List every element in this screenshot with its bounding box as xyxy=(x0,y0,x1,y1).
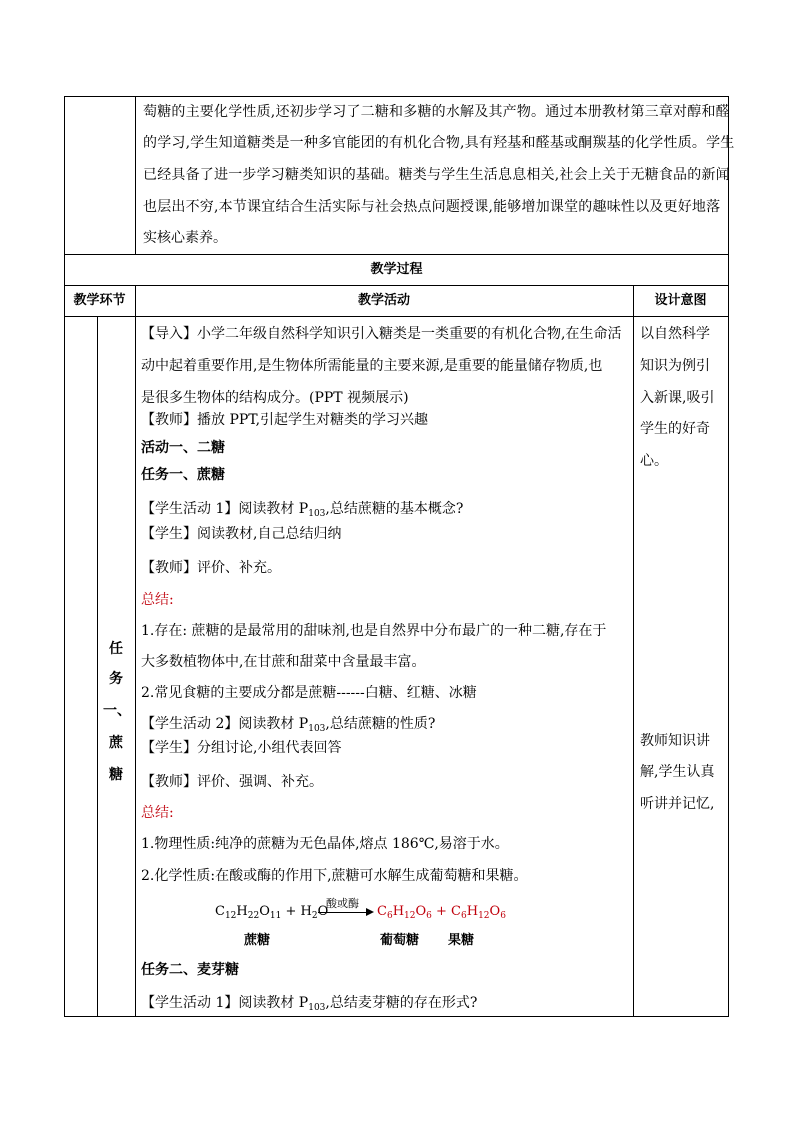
task-label-char-2: 务 xyxy=(109,671,123,687)
intro-line-5: 实核心素养。 xyxy=(143,230,227,246)
student-activity-1-page: 103 xyxy=(308,509,326,519)
header-teaching-stage: 教学环节 xyxy=(73,293,126,308)
teacher-comment: 【教师】评价、补充。 xyxy=(141,560,281,576)
label-fructose: 果糖 xyxy=(448,933,475,948)
teacher-ppt: 【教师】播放 PPT,引起学生对糖类的学习兴趣 xyxy=(141,412,429,428)
label-sucrose: 蔗糖 xyxy=(244,933,271,948)
physical-property: 1.物理性质:纯净的蔗糖为无色晶体,熔点 186℃,易溶于水。 xyxy=(141,836,509,852)
section-title: 教学过程 xyxy=(370,262,423,277)
design-middle-line-2: 解,学生认真 xyxy=(640,764,715,780)
existence-line-1: 1.存在: 蔗糖的是最常用的甜味剂,也是自然界中分布最广的一种二糖,存在于 xyxy=(141,623,607,639)
student-activity-2-page: 103 xyxy=(308,724,326,734)
common-sugar: 2.常见食糖的主要成分都是蔗糖------白糖、红糖、冰糖 xyxy=(141,685,477,701)
intro-activity-line-1: 【导入】小学二年级自然科学知识引入糖类是一类重要的有机化合物,在生命活 xyxy=(141,326,622,342)
col-divider-1 xyxy=(135,285,136,1017)
col-divider-inner xyxy=(97,316,98,1017)
task-label-char-4: 蔗 xyxy=(109,735,123,751)
teacher-emphasis: 【教师】评价、强调、补充。 xyxy=(141,774,323,790)
task-label-char-5: 糖 xyxy=(109,767,123,783)
intro-activity-line-2: 动中起着重要作用,是生物体所需能量的主要来源,是重要的能量储存物质,也 xyxy=(141,358,603,374)
reaction-arrow xyxy=(318,912,372,913)
design-top-line-4: 学生的好奇 xyxy=(640,421,710,437)
design-middle-line-1: 教师知识讲 xyxy=(640,733,710,749)
products-formula: $C_6H_{12}O_6 + C_6H_{12}O_6$ xyxy=(377,904,506,921)
border-right xyxy=(728,96,729,1017)
design-top-line-5: 心。 xyxy=(640,453,668,469)
header-design-intent: 设计意图 xyxy=(654,293,707,308)
task-label-char-3: 一、 xyxy=(103,703,131,719)
student-activity-3 xyxy=(141,994,477,1017)
border-top xyxy=(64,96,729,97)
student-activity-2-question: ,总结蔗糖的性质? xyxy=(325,716,436,732)
reaction-arrow-head xyxy=(366,908,374,916)
task-label-char-1: 任 xyxy=(109,641,123,657)
col-divider-intro xyxy=(135,96,136,254)
summary-label-1: 总结: xyxy=(141,592,174,608)
sucrose-formula: $C_{12}H_{22}O_{11} + H_2$ xyxy=(215,904,318,921)
intro-line-4: 也层出不穷,本节课宜结合生活实际与社会热点问题授课,能够增加课堂的趣味性以及更好地落 xyxy=(143,199,721,215)
intro-line-2: 的学习,学生知道糖类是一种多官能团的有机化合物,具有羟基和醛基或酮羰基的化学性质。学生 xyxy=(143,135,735,151)
student-activity-1 xyxy=(141,500,463,523)
label-glucose: 葡萄糖 xyxy=(380,933,420,948)
design-top-line-2: 知识为例引 xyxy=(640,358,710,374)
reaction-condition: 酸或酶 xyxy=(326,897,359,910)
existence-line-2: 大多数植物体中,在甘蔗和甜菜中含量最丰富。 xyxy=(141,654,426,670)
design-top-line-3: 入新课,吸引 xyxy=(640,390,715,406)
border-intro-bottom xyxy=(64,254,729,255)
border-header-bottom xyxy=(64,316,729,317)
summary-label-2: 总结: xyxy=(141,805,174,821)
student-activity-3-page: 103 xyxy=(308,1003,326,1013)
student-activity-1-text: 【学生活动 1】阅读教材 P xyxy=(141,501,309,517)
col-divider-2 xyxy=(633,285,634,1017)
header-teaching-activity: 教学活动 xyxy=(357,293,410,308)
student-activity-2-text: 【学生活动 2】阅读教材 P xyxy=(141,716,309,732)
design-middle-line-3: 听讲并记忆, xyxy=(640,796,715,812)
border-title-bottom xyxy=(64,285,729,286)
task-two-title: 任务二、麦芽糖 xyxy=(141,962,239,978)
intro-activity-line-3: 是很多生物体的结构成分。(PPT 视频展示) xyxy=(141,390,409,406)
student-read: 【学生】阅读教材,自己总结归纳 xyxy=(141,526,342,542)
task-one-title: 任务一、蔗糖 xyxy=(141,467,225,483)
student-discuss: 【学生】分组讨论,小组代表回答 xyxy=(141,740,342,756)
student-activity-2 xyxy=(141,715,435,738)
border-left xyxy=(64,96,65,1017)
student-activity-1-question: ,总结蔗糖的基本概念? xyxy=(325,501,464,517)
student-activity-3-question: ,总结麦芽糖的存在形式? xyxy=(325,995,478,1011)
intro-line-1: 萄糖的主要化学性质,还初步学习了二糖和多糖的水解及其产物。通过本册教材第三章对醇和醛 xyxy=(143,104,730,120)
intro-line-3: 已经具备了进一步学习糖类知识的基础。糖类与学生生活息息相关,社会上关于无糖食品的新闻 xyxy=(143,167,730,183)
chemical-property: 2.化学性质:在酸或酶的作用下,蔗糖可水解生成葡萄糖和果糖。 xyxy=(141,868,528,884)
activity-one-title: 活动一、二糖 xyxy=(141,440,225,456)
student-activity-3-text: 【学生活动 1】阅读教材 P xyxy=(141,995,309,1011)
design-top-line-1: 以自然科学 xyxy=(640,326,710,342)
